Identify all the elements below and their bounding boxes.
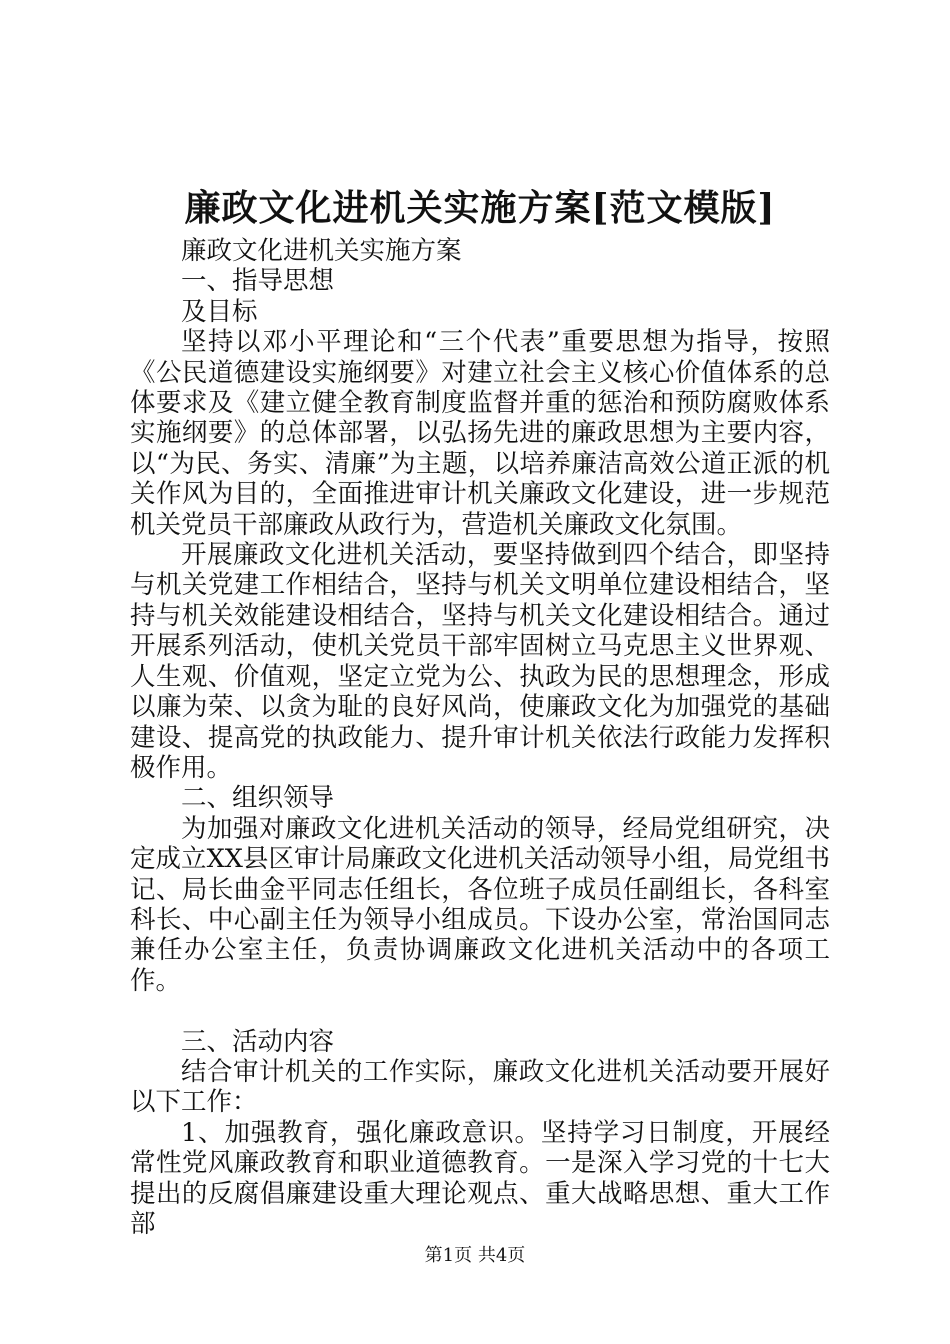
paragraph-plan-name: 廉政文化进机关实施方案	[181, 236, 462, 266]
heading-guiding-ideology: 一、指导思想	[181, 266, 335, 297]
heading-objectives: 及目标	[181, 296, 258, 327]
document-body	[130, 236, 830, 1239]
paragraph-four-combinations: 开展廉政文化进机关活动，要坚持做到四个结合，即坚持与机关党建工作相结合，坚持与机关文明单位建设相结合，坚持与机关效能建设相结合，坚持与机关文化建设相结合。通过开展系列活动，使机关党员干部牢固树立马克思主义世界观、人生观、价值观，坚定立党为公、执政为民的思想理念，形成以廉为荣、以贪为耻的良好风尚，使廉政文化为加强党的基础建设、提高党的执政能力、提升审计机关依法行政能力发挥积极作用。	[130, 540, 830, 783]
heading-organization: 二、组织领导	[181, 783, 335, 814]
paragraph-guiding-ideology: 坚持以邓小平理论和“三个代表”重要思想为指导，按照《公民道德建设实施纲要》对建立社会主义核心价值体系的总体要求及《建立健全教育制度监督并重的惩治和预防腐败体系实施纲要》的总体部署，以弘扬先进的廉政思想为主要内容，以“为民、务实、清廉”为主题，以培养廉洁高效公道正派的机关作风为目的，全面推进审计机关廉政文化建设，进一步规范机关党员干部廉政从政行为，营造机关廉政文化氛围。	[130, 327, 830, 540]
paragraph-spacer	[130, 996, 830, 1026]
heading-activity-content: 三、活动内容	[181, 1026, 335, 1057]
paragraph-leadership-group: 为加强对廉政文化进机关活动的领导，经局党组研究，决定成立XX县区审计局廉政文化进机关活动领导小组，局党组书记、局长曲金平同志任组长，各位班子成员任副组长，各科室科长、中心副主任为领导小组成员。下设办公室，常治国同志兼任办公室主任，负责协调廉政文化进机关活动中的各项工作。	[130, 813, 830, 996]
page-footer: 第1页 共4页	[424, 1245, 526, 1266]
document-title: 廉政文化进机关实施方案[范文模版]	[184, 187, 776, 229]
paragraph-education-item: 1、加强教育，强化廉政意识。坚持学习日制度，开展经常性党风廉政教育和职业道德教育。一是深入学习党的十七大提出的反腐倡廉建设重大理论观点、重大战略思想、重大工作部	[130, 1117, 830, 1239]
paragraph-activity-intro: 结合审计机关的工作实际，廉政文化进机关活动要开展好以下工作：	[130, 1056, 830, 1118]
